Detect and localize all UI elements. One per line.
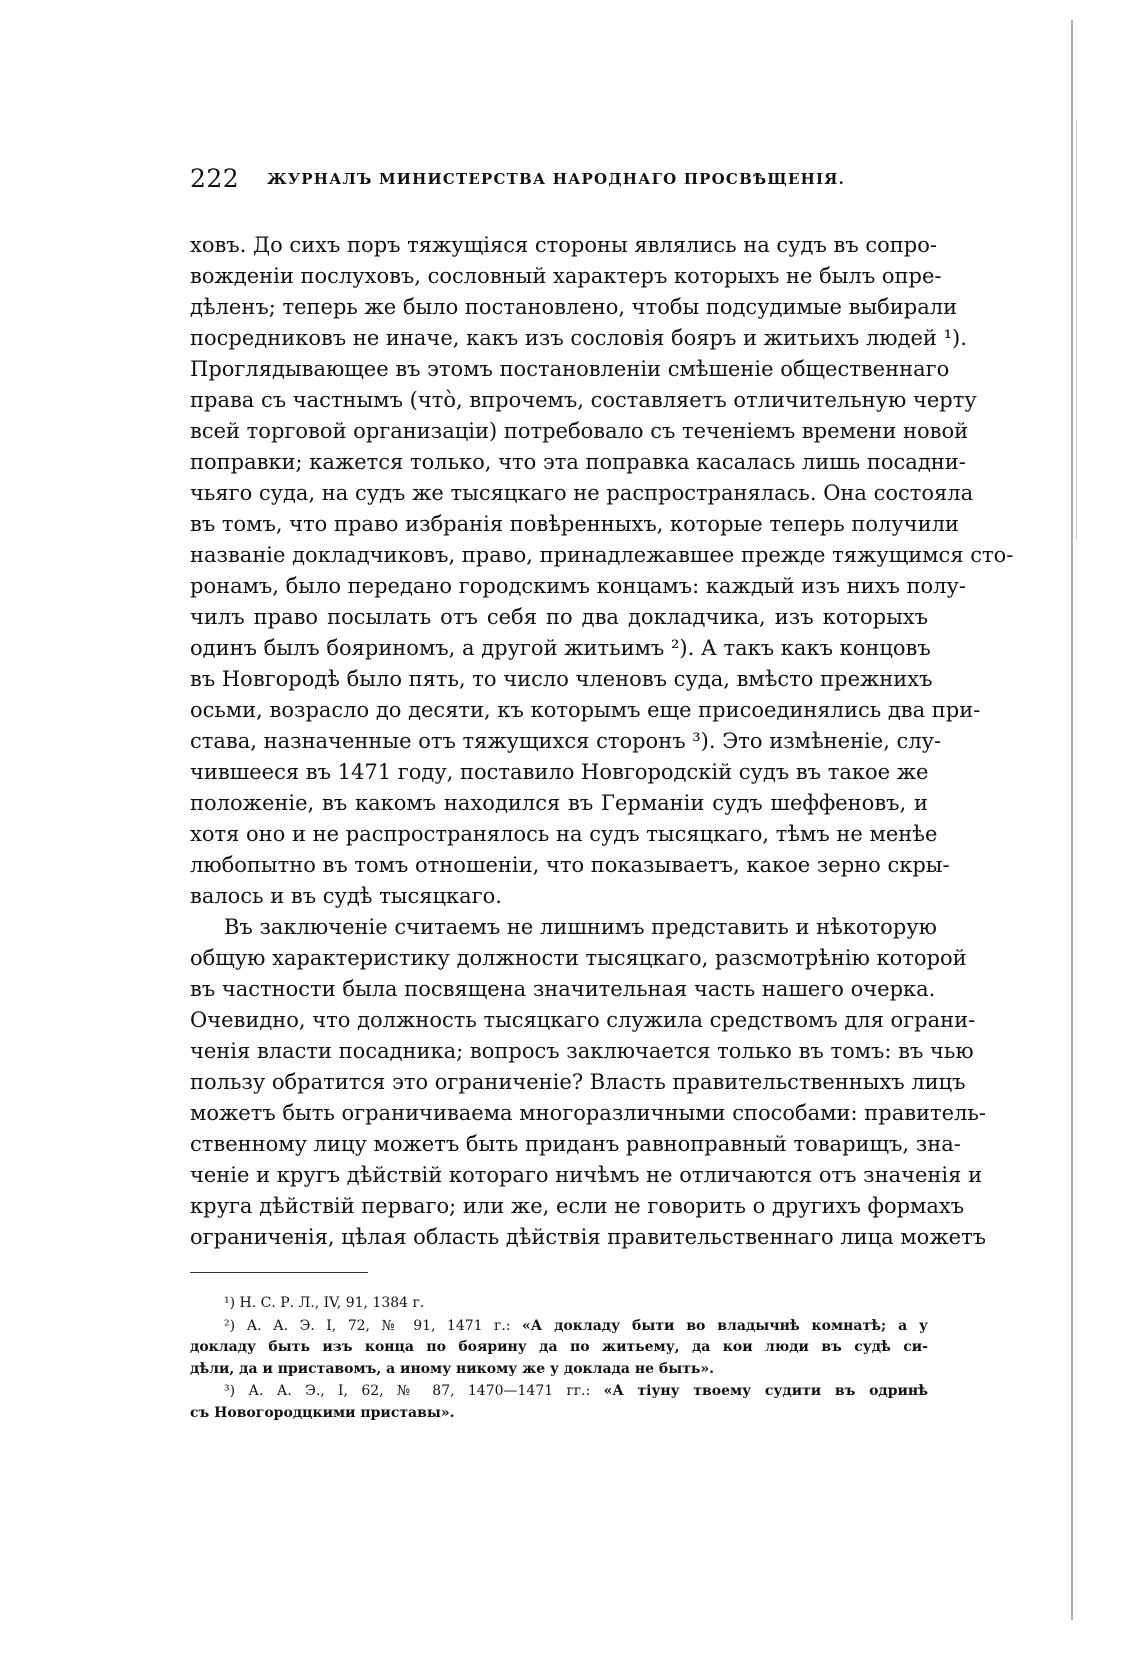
text-line: чилъ право посылать отъ себя по два докладчика, изъ которыхъ (190, 605, 928, 629)
text-line: въ томъ, что право избранія повѣренныхъ, которые теперь получили (190, 512, 959, 536)
footnote-marker: ³) (224, 1383, 236, 1399)
footnote-divider (190, 1272, 368, 1273)
text-line: одинъ былъ бояриномъ, а другой житьимъ ²). А такъ какъ концовъ (190, 636, 931, 660)
text-line: посредниковъ не иначе, какъ изъ сословія бояръ и житьихъ людей ¹). (190, 326, 967, 350)
text-line: осьми, возрасло до десяти, къ которымъ еще присоединялись два при- (190, 698, 981, 722)
text-line: общую характеристику должности тысяцкаго, разсмотрѣнію которой (190, 946, 967, 970)
text-line: валось и въ судѣ тысяцкаго. (190, 884, 502, 908)
footnote-3 (190, 1381, 928, 1424)
text-line: права съ частнымъ (что̀, впрочемъ, составляетъ отличительную черту (190, 388, 977, 412)
text-line: пользу обратится это ограниченіе? Власть правительственныхъ лицъ (190, 1070, 966, 1094)
footnote-marker: ²) (224, 1317, 236, 1334)
text-line: ченіе и кругъ дѣйствій котораго ничѣмъ не отличаются отъ значенія и (190, 1163, 983, 1187)
text-line: дѣленъ; теперь же было постановлено, чтобы подсудимые выбирали (190, 295, 958, 319)
footnote-line: съ Новогородцкими приставы». (190, 1404, 455, 1421)
running-title: ЖУРНАЛЪ МИНИСТЕРСТВА НАРОДНАГО ПРОСВѢЩЕНІЯ. (267, 170, 846, 188)
footnote-line: дѣли, да и приставомъ, а иному никому же у доклада не быть». (190, 1360, 715, 1377)
footnotes (190, 1293, 928, 1424)
text-line: ственному лицу можетъ быть приданъ равноправный товарищъ, зна- (190, 1132, 961, 1156)
footnote-text: Н. С. Р. Л., IV, 91, 1384 г. (239, 1295, 425, 1311)
text-line: въ частности была посвящена значительная часть нашего очерка. (190, 977, 936, 1001)
paragraph-2 (190, 912, 987, 1253)
text-line: ченія власти посадника; вопросъ заключается только въ томъ: въ чью (190, 1039, 974, 1063)
text-line: ограниченія, цѣлая область дѣйствія правительственнаго лица можетъ (190, 1225, 987, 1249)
text-line: всей торговой организаціи) потребовало съ теченіемъ времени новой (190, 419, 969, 443)
text-line: хотя оно и не распространялось на судъ тысяцкаго, тѣмъ не менѣе (190, 822, 938, 846)
footnote-2 (190, 1316, 928, 1381)
text-line: поправки; кажется только, что эта поправка касалась лишь посадни- (190, 450, 966, 474)
page-header (190, 164, 928, 200)
text-line: въ Новгородѣ было пять, то число членовъ суда, вмѣсто прежнихъ (190, 667, 933, 691)
text-line: положеніе, въ какомъ находился въ Германіи судъ шеффеновъ, и (190, 791, 928, 815)
text-line: вожденіи послуховъ, сословный характеръ которыхъ не былъ опре- (190, 264, 942, 288)
scan-edge-shadow (1076, 120, 1077, 540)
text-line: ховъ. До сихъ поръ тяжущіяся стороны являлись на судъ въ сопро- (190, 233, 937, 257)
book-page (190, 164, 1014, 1425)
text-line: Въ заключеніе считаемъ не лишнимъ представить и нѣкоторую (224, 915, 937, 939)
text-line: можетъ быть ограничиваема многоразличными способами: правитель- (190, 1101, 986, 1125)
footnote-line (190, 1293, 928, 1315)
footnote-marker: ¹) (224, 1295, 236, 1311)
text-line: чившееся въ 1471 году, поставило Новгородскій судъ въ такое же (190, 760, 929, 784)
footnote-line: докладу быть изъ конца по боярину да по житьему, да кои люди въ судѣ си- (190, 1339, 928, 1355)
text-line: круга дѣйствій перваго; или же, если не говорить о другихъ формахъ (190, 1194, 965, 1218)
footnote-quote: «А докладу быти во владычнѣ комнатѣ; а у (522, 1317, 929, 1334)
footnote-reference: А. А. Э., I, 62, № 87, 1470—1471 гг.: (248, 1383, 591, 1399)
footnote-quote: «А тіуну твоему судити въ одринѣ (603, 1383, 928, 1399)
text-line: става, назначенные отъ тяжущихся сторонъ ³). Это измѣненіе, слу- (190, 729, 942, 753)
text-line: Проглядывающее въ этомъ постановленіи смѣшеніе общественнаго (190, 357, 950, 381)
text-line: ронамъ, было передано городскимъ концамъ: каждый изъ нихъ полу- (190, 574, 966, 598)
footnote-1 (190, 1293, 928, 1315)
text-line: чьяго суда, на судъ же тысяцкаго не распространялась. Она состояла (190, 481, 974, 505)
footnote-reference: А. А. Э. I, 72, № 91, 1471 г.: (246, 1317, 511, 1334)
footnote-line (190, 1381, 928, 1403)
footnote-line (190, 1316, 928, 1338)
scan-edge (1071, 20, 1073, 1620)
text-line: любопытно въ томъ отношеніи, что показываетъ, какое зерно скры- (190, 853, 950, 877)
paragraph-1 (190, 230, 1014, 912)
text-line: названіе докладчиковъ, право, принадлежавшее прежде тяжущимся сто- (190, 543, 1014, 567)
page-number: 222 (190, 164, 240, 193)
text-line: Очевидно, что должность тысяцкаго служила средствомъ для ограни- (190, 1008, 976, 1032)
